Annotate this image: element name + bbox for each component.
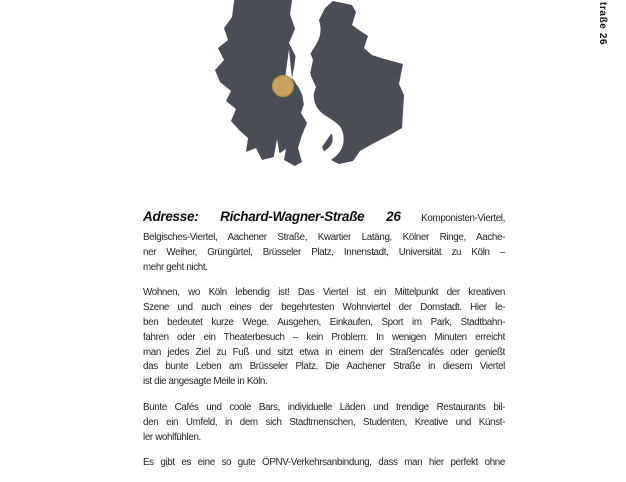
location-marker-icon xyxy=(273,76,294,97)
paragraph-cafes xyxy=(143,401,505,445)
text-line: ist die angesagte Meile in Köln. xyxy=(143,376,268,388)
address-heading-line xyxy=(143,204,505,231)
address-heading: Adresse: Richard-Wagner-Straße 26 xyxy=(143,209,401,224)
paragraph-address xyxy=(143,204,505,275)
text-line: den ein Umfeld, in dem sich Stadtmenschen, Studenten, Kreative und Künst- xyxy=(143,416,505,428)
text-line: fahren oder ein Theaterbesuch – kein Problem. In wenigen Minuten erreicht xyxy=(143,331,505,343)
map-district-east xyxy=(308,1,404,164)
text-line: Belgisches-Viertel, Aachener Straße, Kwartier Latäng, Kölner Ringe, Aache- xyxy=(143,232,505,243)
page-edge-label: traße 26 xyxy=(597,2,608,46)
text-line: man jedes Ziel zu Fuß und sitzt etwa in einem der Straßencafés oder genießt xyxy=(143,346,505,358)
text-line: Es gibt es eine so gute ÖPNV-Verkehrsanbindung, dass man hier perfekt ohne xyxy=(143,457,505,469)
paragraph-address-lines xyxy=(143,231,505,275)
paragraph-neighborhood xyxy=(143,286,505,390)
paragraph-transport xyxy=(143,456,505,471)
text-line: das bunte Leben am Brüsseler Platz. Die Aachener Straße in diesem Viertel xyxy=(143,361,505,373)
text-line: mehr geht nicht. xyxy=(143,261,208,273)
city-map xyxy=(200,0,470,168)
address-heading-suffix: Komponisten-Viertel, xyxy=(421,213,505,224)
text-line: Szene und auch eines der begehrtesten Wohnviertel der Domstadt. Hier le- xyxy=(143,302,505,314)
text-line: ben bedeutet kurze Wege. Ausgehen, Einkaufen, Sport im Park, Stadtbahn- xyxy=(143,316,505,328)
text-line: ner Weiher, Grüngürtel, Brüsseler Platz, Innenstadt, Universität zu Köln – xyxy=(143,246,505,258)
text-line: ler wohlfühlen. xyxy=(143,431,201,443)
text-line: Bunte Cafés und coole Bars, individuelle Läden und trendige Restaurants bil- xyxy=(143,401,505,413)
text-line: Wohnen, wo Köln lebendig ist! Das Viertel ist ein Mittelpunkt der kreativen xyxy=(143,287,505,299)
article-text xyxy=(143,204,505,482)
